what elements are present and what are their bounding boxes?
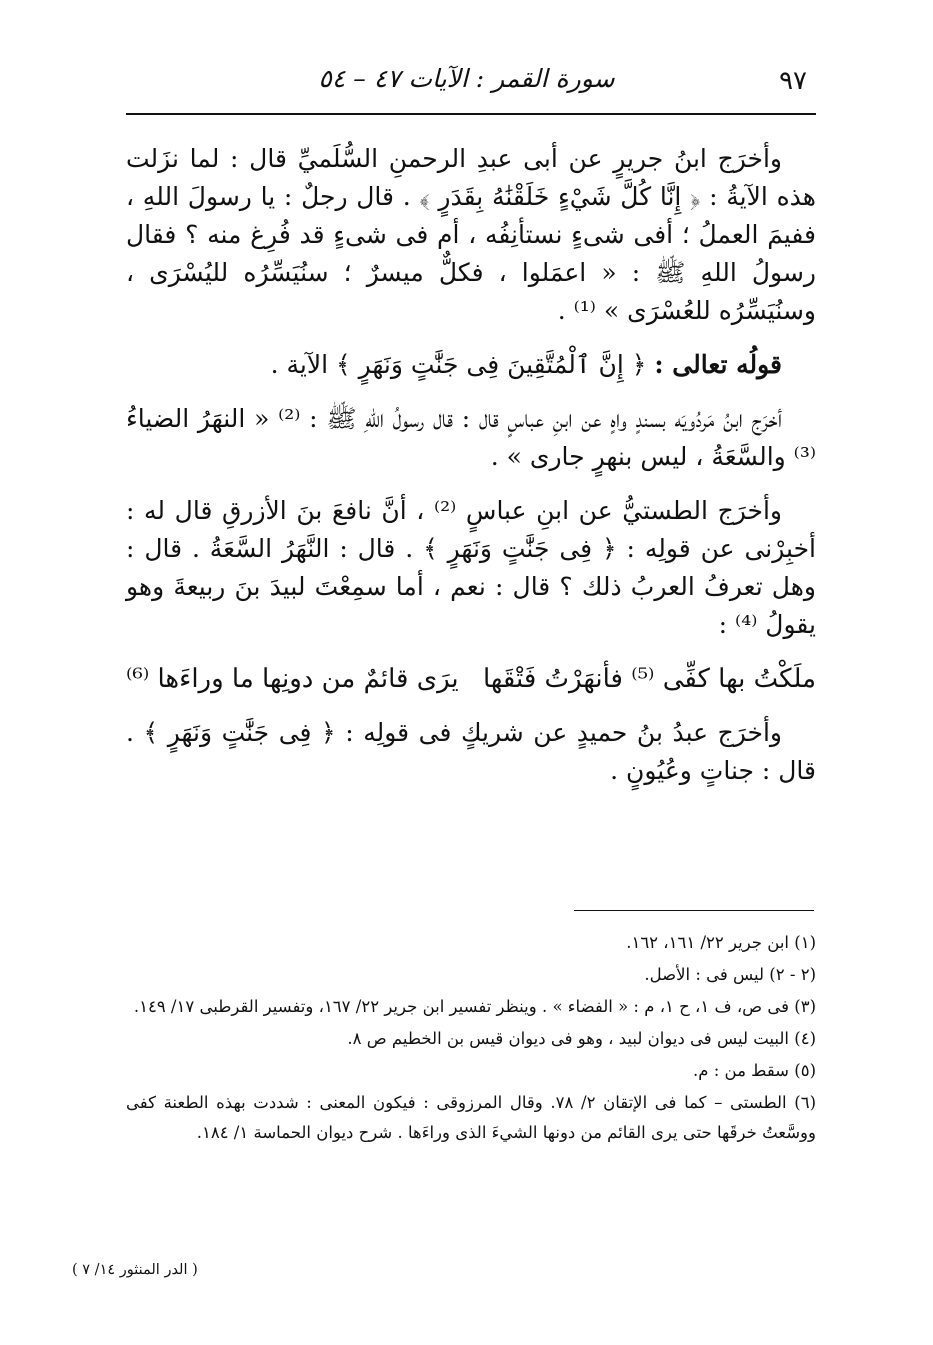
footnotes [126,928,816,1150]
page-number: ٩٧ [779,66,807,96]
footnote-rule [574,910,814,911]
paragraph-5: وأخرَج عبدُ بنُ حميدٍ عن شريكٍ فى قولِه : ﴿ فِى جَنَّٰتٍ وَنَهَرٍ ﴾ . قال : جناتٍ وعُيُونٍ . [126,718,816,785]
paragraph-4: وأخرَج الطستيُّ عن ابنِ عباسٍ ⁽²⁾ ، أنَّ نافعَ بنَ الأزرقِ قال له : أخبِرْنى عن قولِه : ﴿ فِى جَنَّٰتٍ وَنَهَرٍ ﴾ . قال : النَّهَرُ السَّعَةُ . قال : وهل تعرفُ العربُ ذلك ؟ قال : نعم ، أما سمِعْتَ لبيدَ بنَ ربيعةَ وهو يقولُ ⁽⁴⁾ : [126,496,816,639]
footnote-4: (٤) البيت ليس فى ديوان لبيد ، وهو فى ديوان قيس بن الخطيم ص ٨. [347,1029,816,1048]
footnote-3: (٣) فى ص، ف ١، ح ١، م : « الفضاء » . وينظر تفسير ابن جرير ٢٢/ ١٦٧، وتفسير القرطبى ١٧/ ١٤٩. [133,997,816,1016]
footnote-5: (٥) سقط من : م. [693,1061,816,1080]
running-title: سورة القمر : الآيات ٤٧ – ٥٤ [318,64,615,93]
page-header [126,62,807,110]
verse-second-hemistich: يرَى قائمٌ من دونِها ما وراءَها ⁽⁶⁾ [126,664,459,694]
paragraph-2-rest: ﴿ إِنَّ ٱلْمُتَّقِينَ فِى جَنَّٰتٍ وَنَهَرٍ ﴾ الآية . [270,350,655,379]
verse-first-hemistich: ملَكْتُ بها كفِّى ⁽⁵⁾ فأنهَرْتُ فَتْقَها [482,664,816,694]
main-text [126,140,816,806]
paragraph-1: وأخرَج ابنُ جريرٍ عن أبى عبدِ الرحمنِ السُّلَميِّ قال : لما نزَلت هذه الآيةُ : ﴿ إِنَّا كُلَّ شَيْءٍ خَلَقْنَٰهُ بِقَدَرٍ ﴾ . قال رجلٌ : يا رسولَ اللهِ ، ففيمَ العملُ ؛ أفى شىءٍ نستأنِفُه ، أم فى شىءٍ قد فُرِغ منه ؟ فقال رسولُ اللهِ ﷺ : « اعمَلوا ، فكلٌّ ميسرٌ ؛ سنُيَسِّرُه لليُسْرَى ، وسنُيَسِّرُه للعُسْرَى » ⁽¹⁾ . [126,144,816,325]
poetry-verse [126,660,816,698]
paragraph-3: أخرَج ابنُ مَردُويَه بسندٍ واهٍ عن ابنِ عباسٍ قال : قال رسولُ اللهِ ﷺ : ⁽²⁾ « النهَرُ الضياءُ ⁽³⁾ والسَّعَةُ ، ليس بنهرٍ جارى » . [126,404,816,471]
book-signature: ( الدر المنثور ١٤/ ٧ ) [72,1262,198,1278]
footnote-1: (١) ابن جرير ٢٢/ ١٦١، ١٦٢. [626,933,816,952]
footnote-6: (٦) الطستى – كما فى الإتقان ٢/ ٧٨. وقال المرزوقى : فيكون المعنى : شددت بهذه الطعنة كفى ووسَّعتُ خرقَها حتى يرى القائم من دونها الشيءَ الذى وراءَها . شرح ديوان الحماسة ١/ ١٨٤. [126,1093,816,1142]
paragraph-2-lead: قولُه تعالى : [654,350,782,379]
paragraph-2 [126,346,816,384]
header-rule [126,113,816,115]
footnote-2: (٢ - ٢) ليس فى : الأصل. [644,965,816,984]
